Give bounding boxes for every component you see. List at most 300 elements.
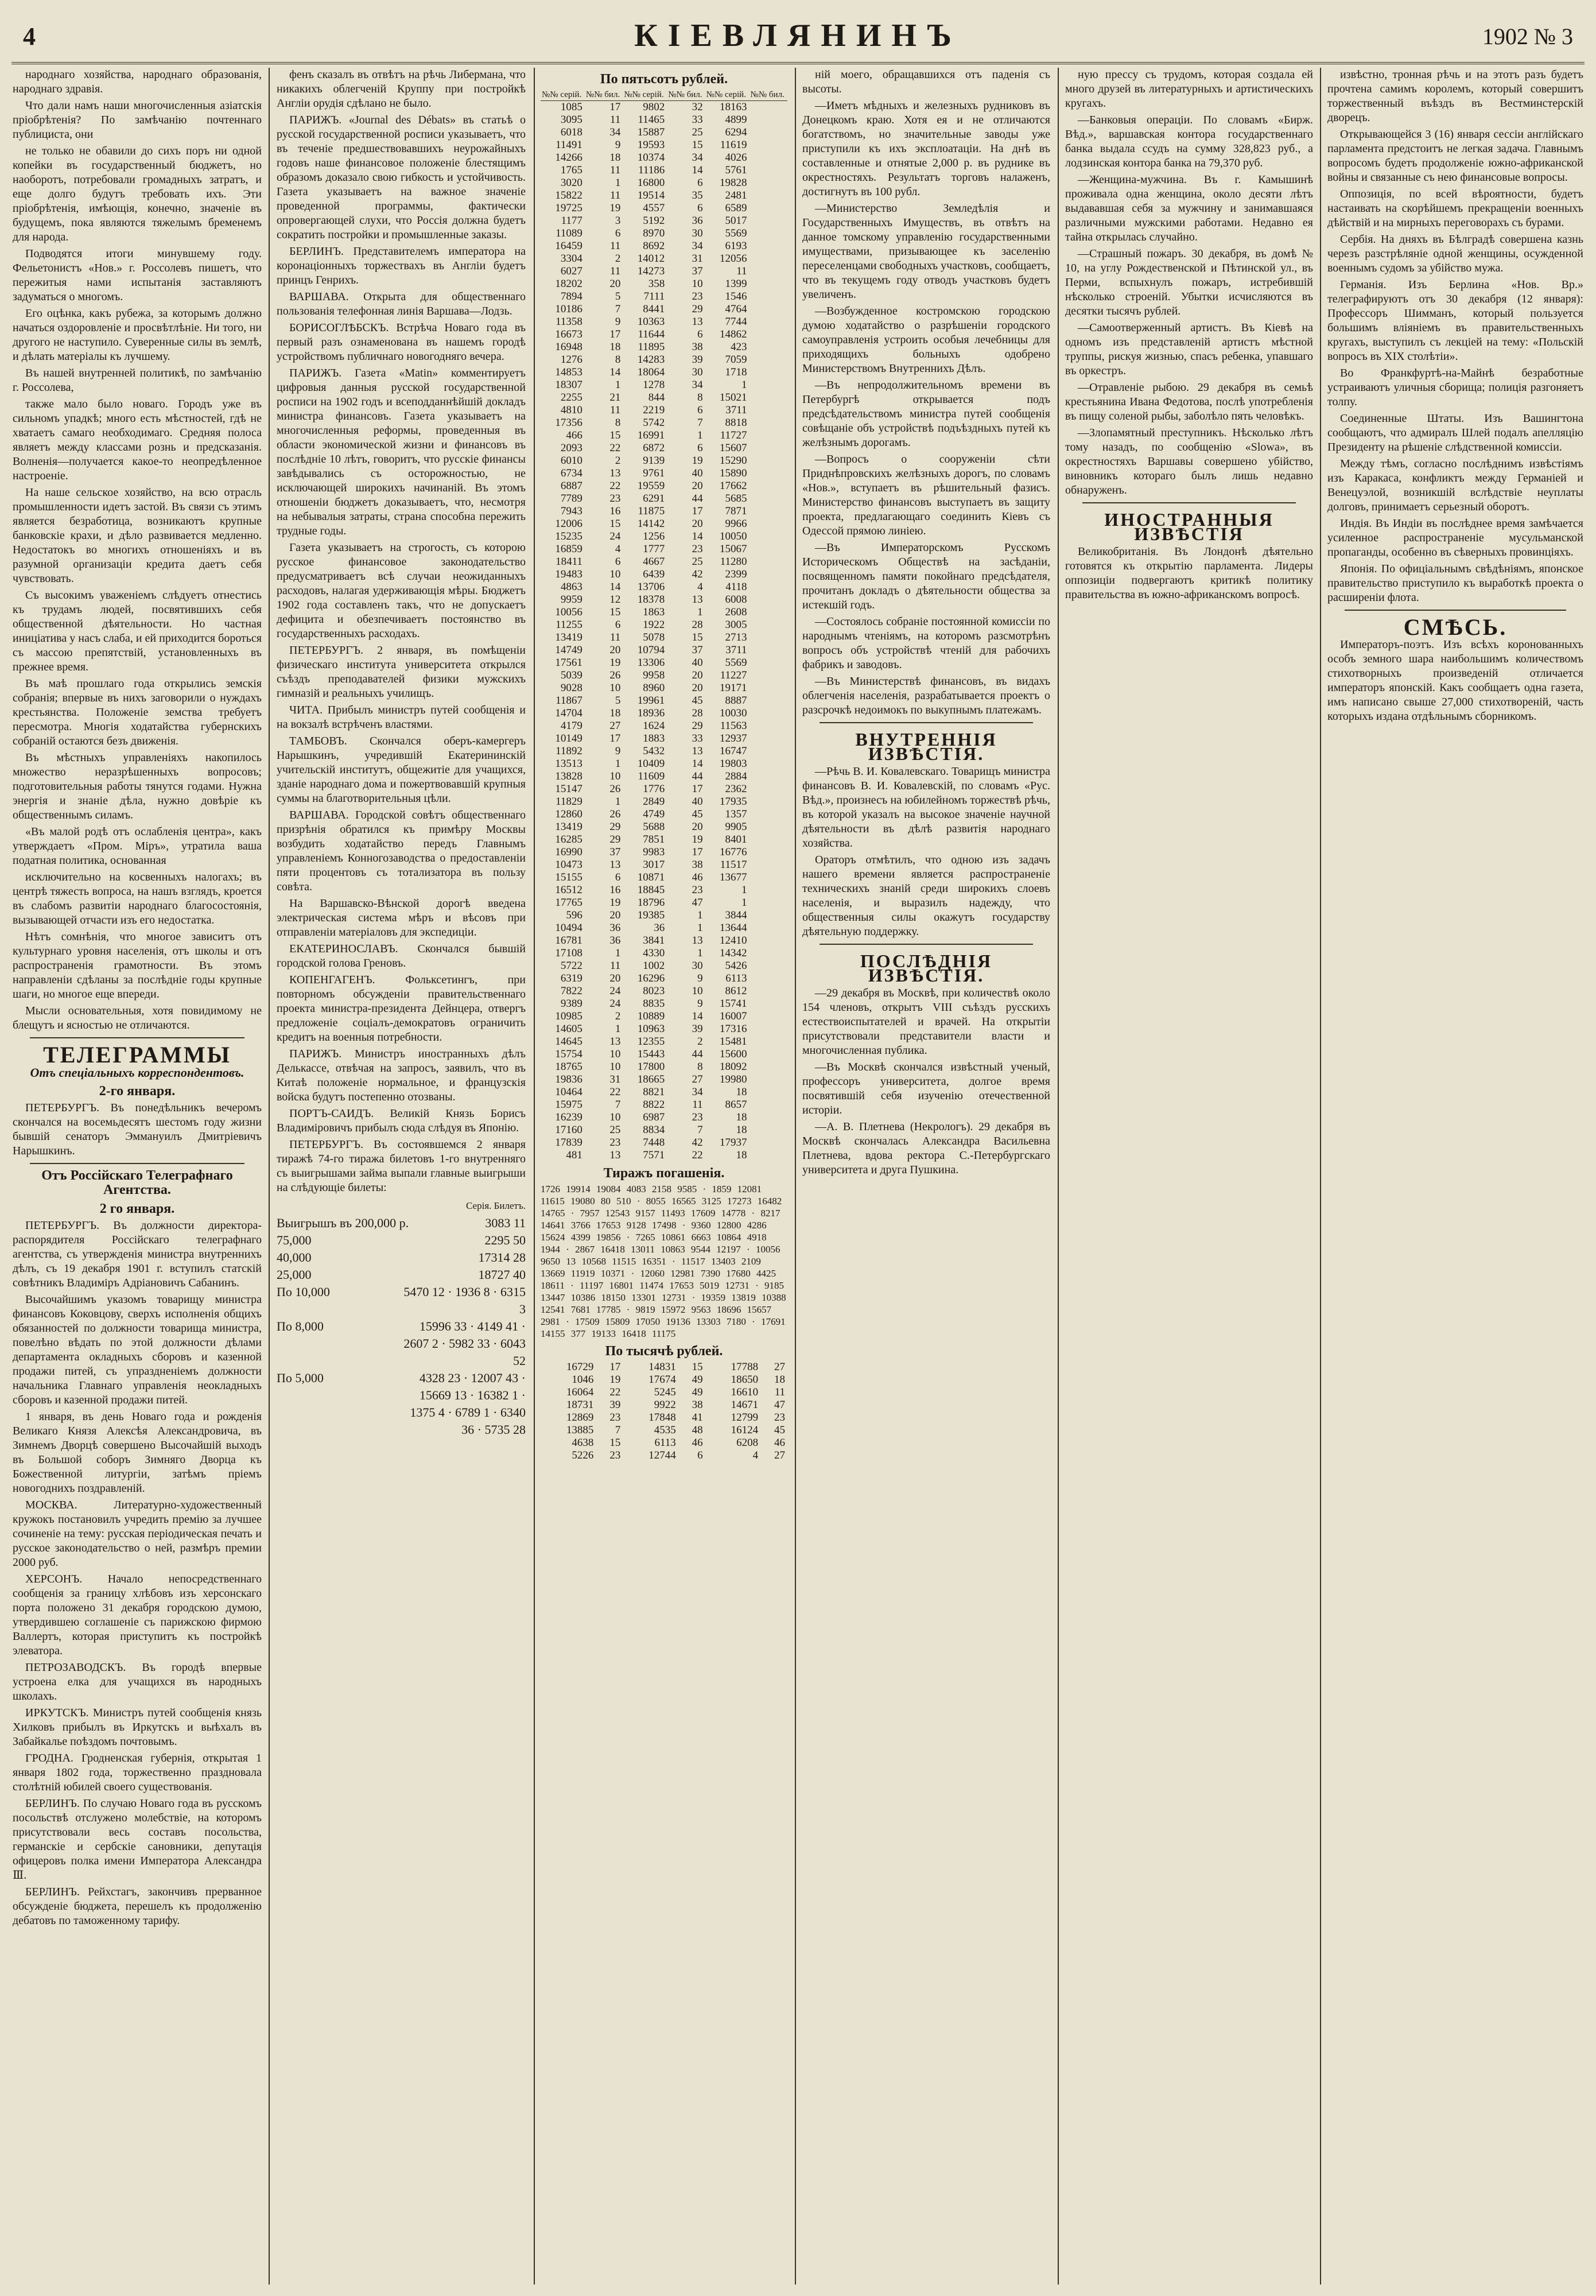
table-cell: 18650	[731, 1374, 759, 1386]
table-cell: 11	[736, 265, 747, 277]
paragraph: Императоръ-поэтъ. Изъ всѣхъ коронованныхъ особъ земного шара наибольшимъ количествомъ стихотворныхъ произведеній отличается императоръ японскій. Какъ сообщаетъ одна газета, имъ написано свыше 27,000 стихотвореній, часть которыхъ издана отдѣльнымъ сборникомъ.	[1327, 638, 1583, 723]
table-cell: 14283	[637, 354, 665, 366]
table-cell: 6113	[725, 972, 747, 984]
table-cell: 13706	[637, 581, 665, 593]
agency-date: 2 го января.	[99, 1201, 175, 1216]
table-cell: 13828	[555, 770, 583, 782]
paragraph: народнаго хозяйства, народнаго образованія, народнаго здравія.	[13, 68, 262, 95]
table-cell: 11867	[556, 695, 583, 707]
prize-amount: 75,000	[277, 1233, 312, 1247]
table-cell: 14142	[637, 518, 665, 530]
table-cell: 15067	[720, 543, 747, 555]
table-cell: 7	[697, 1124, 703, 1136]
table-cell: 19961	[637, 695, 665, 707]
column-1	[13, 68, 262, 2285]
table-cell: 44	[692, 770, 703, 782]
table-cell: 13	[609, 1035, 621, 1048]
table-cell: 15021	[720, 391, 747, 404]
table-cell: 16781	[555, 934, 583, 947]
table-cell: 34	[692, 240, 703, 252]
table-row	[541, 707, 787, 720]
table-cell: 12	[609, 594, 621, 606]
table-cell: 4026	[725, 152, 747, 164]
table-cell: 15	[609, 606, 621, 618]
table-cell: 13419	[555, 821, 583, 833]
table-cell: 5017	[725, 215, 747, 227]
table-cell: 21	[609, 391, 621, 404]
table-cell: 29	[692, 303, 703, 315]
table-row	[541, 152, 787, 164]
table-cell: 1	[697, 606, 703, 618]
telegrams-subtitle: Отъ спеціальныхъ корреспондентовъ.	[30, 1065, 244, 1080]
table-cell: 12006	[555, 518, 583, 530]
table-cell: 6294	[725, 126, 747, 138]
table-cell: 11	[610, 189, 621, 201]
table-cell: 46	[692, 871, 703, 883]
table-cell: 12799	[731, 1411, 759, 1424]
table-cell: 8818	[725, 417, 747, 429]
table-cell: 11875	[638, 505, 665, 517]
paragraph: —Злопамятный преступникъ. Нѣсколько лѣтъ тому назадъ, по сообщенію «Slowa», въ окрестностяхъ Варшавы совершено убійство, виновникъ котораго былъ лишь недавно обнаруженъ.	[1065, 426, 1313, 497]
issue-number: 1902 № 3	[1482, 24, 1573, 49]
table-cell: 15754	[555, 1048, 583, 1060]
news-list	[802, 68, 1050, 718]
telegrams-date: 2-го января.	[99, 1084, 176, 1099]
internal-news	[802, 765, 1050, 939]
table-cell: 10409	[637, 758, 665, 770]
table-cell: 18	[609, 341, 621, 353]
table-cell: 10363	[637, 316, 665, 328]
table-cell: 12937	[720, 732, 747, 744]
paragraph: КОПЕНГАГЕНЪ. Фольксетингъ, при повторномъ обсужденіи правительственнаго проекта министра-президента Дейнцера, отвергъ предложеніе соціалъ-демократовъ ограничить кредитъ на военныя потребности.	[277, 974, 526, 1044]
table-cell: 5226	[572, 1449, 594, 1461]
table-cell: 17935	[720, 796, 747, 808]
table-cell: 11358	[556, 316, 583, 328]
table-row	[541, 518, 787, 530]
table-cell: 3711	[725, 404, 747, 416]
paragraph: Въ нашей внутренней политикѣ, по замѣчанію г. Россолева,	[13, 367, 262, 394]
table-cell: 7871	[725, 505, 747, 517]
paragraph: Оппозиція, по всей вѣроятности, будетъ настаивать на скорѣйшемъ прекращеніи военныхъ дѣйствій и на мирныхъ переговорахъ съ бурами.	[1327, 188, 1583, 229]
table-cell: 6	[615, 871, 621, 883]
column-5	[1065, 68, 1313, 2285]
table-cell: 16064	[566, 1386, 594, 1398]
table-cell: 26	[609, 783, 621, 795]
table-cell: 844	[648, 391, 665, 404]
table-cell: 38	[692, 341, 703, 353]
table-cell: 26	[609, 808, 621, 820]
table-cell: 19836	[555, 1073, 583, 1085]
table-cell: 5569	[725, 227, 747, 239]
table-row	[541, 1124, 787, 1137]
table-cell: 29	[609, 821, 621, 833]
table-row	[541, 303, 787, 316]
table-cell: 14704	[555, 707, 583, 719]
table-cell: 19803	[720, 758, 747, 770]
paragraph: Ораторъ отмѣтилъ, что одною изъ задачъ нашего времени является распространеніе техническихъ знаній среди широкихъ слоевъ населенія, и выразилъ надежду, что общественныя силы окажутъ государству дѣятельную поддержку.	[802, 854, 1050, 938]
paragraph: ній моегo, обращавшихся отъ паденія съ высоты.	[802, 68, 1050, 95]
table-cell: 17	[609, 101, 621, 113]
table-cell: 5569	[725, 657, 747, 669]
table-cell: 3711	[725, 644, 747, 656]
telegram-list	[13, 1219, 262, 1928]
table-cell: 11	[692, 1099, 703, 1111]
table-cell: 18845	[637, 884, 665, 896]
table-row	[541, 177, 787, 189]
table-row	[541, 467, 787, 480]
paragraph: —Въ непродолжительномъ времени въ Петербургѣ открывается подъ предсѣдательствомъ министра путей сообщенія совѣщаніе объ устройствѣ подъѣздныхъ путей къ желѣзнымъ дорогамъ.	[802, 379, 1050, 449]
paragraph: ПЕТЕРБУРГЪ. Въ должности директора-распорядителя Россійскаго телеграфнаго агентства, съ утвержденія министра внутреннихъ дѣлъ, съ 19 декабря 1901 г. вступилъ статскій совѣтникъ Владиміръ Адріановичъ Сабанинъ.	[13, 1219, 262, 1289]
table-cell: 1002	[643, 960, 665, 972]
table-cell: 9905	[725, 821, 747, 833]
table-cell: 13	[609, 1149, 621, 1161]
table-cell: 10473	[555, 859, 583, 871]
paragraph: Газета указываетъ на строгость, съ которою русское финансовое законодательство предусматриваетъ всѣ случаи неожиданныхъ расходовъ, налагая удерживающія мѣры. Бюджетъ 1902 года составленъ такъ, что не допускаетъ дефицита и обезпечиваетъ постоянство въ государственныхъ расходахъ.	[277, 541, 526, 640]
table-cell: 15147	[555, 783, 583, 795]
draw-table	[541, 89, 787, 1162]
table-row	[541, 1449, 787, 1462]
table-cell: 18	[736, 1111, 747, 1123]
column-4	[802, 68, 1050, 2285]
table-row	[541, 391, 787, 404]
table-cell: 1256	[643, 530, 665, 542]
table-row	[541, 1010, 787, 1023]
thousand-table	[541, 1361, 787, 1462]
table-cell: 3844	[725, 909, 747, 921]
telegram-continued	[277, 68, 526, 1195]
table-cell: 17674	[649, 1374, 676, 1386]
table-cell: 17	[609, 732, 621, 744]
paragraph: МОСКВА. Литературно-художественный кружокъ постановилъ учредить премію за лучшее сочиненіе на тему: русская періодическая печать и русское законодательство о ней, размѣръ премии 2000 руб.	[13, 1499, 262, 1569]
table-cell: 10889	[637, 1010, 665, 1022]
table-cell: 17839	[555, 1137, 583, 1149]
table-cell: 4330	[643, 947, 665, 959]
table-cell: 1922	[643, 619, 665, 631]
table-cell: 2608	[725, 606, 747, 618]
paragraph: Мысли основательныя, хотя повидимому не блещутъ и ясностью не отличаются.	[13, 1004, 262, 1031]
table-cell: 11619	[720, 139, 747, 151]
table-cell: 16239	[555, 1111, 583, 1123]
table-cell: 18	[774, 1374, 785, 1386]
table-cell: 15975	[555, 1099, 583, 1111]
table-cell: 4863	[560, 581, 583, 593]
table-row	[541, 657, 787, 669]
table-cell: 16800	[637, 177, 665, 189]
table-row	[541, 594, 787, 606]
table-row	[541, 316, 787, 328]
table-row	[541, 1424, 787, 1437]
table-cell: 15155	[555, 871, 583, 883]
table-cell: 5685	[725, 492, 747, 505]
table-cell: 20	[692, 821, 703, 833]
table-cell: 5	[615, 695, 621, 707]
table-cell: 15	[692, 1361, 703, 1373]
prize-ticket: 15996 33 · 4149 41 · 2607 2 · 5982 33 · 6043 52	[403, 1319, 526, 1368]
table-row	[541, 404, 787, 417]
paragraph: —Банковыя операціи. По словамъ «Бирж. Вѣд.», варшавская контора государственнаго банка выдала ссудъ на сумму 328,823 руб., а лодзинская контора банка на 79,370 руб.	[1065, 114, 1313, 169]
table-cell: 11517	[720, 859, 747, 871]
table-cell: 11895	[638, 341, 665, 353]
table-row	[541, 669, 787, 682]
table-cell: 6	[697, 177, 703, 189]
table-cell: 10149	[555, 732, 583, 744]
table-cell: 1	[697, 429, 703, 441]
table-cell: 17561	[555, 657, 583, 669]
table-cell: 12860	[555, 808, 583, 820]
table-cell: 8023	[643, 985, 665, 997]
table-cell: 17788	[731, 1361, 759, 1373]
table-cell: 48	[692, 1424, 703, 1436]
table-cell: 18378	[637, 594, 665, 606]
table-cell: 10794	[637, 644, 665, 656]
table-cell: 8612	[725, 985, 747, 997]
table-row	[541, 1149, 787, 1162]
table-cell: 1718	[725, 366, 747, 378]
paragraph: Великобританія. Въ Лондонѣ дѣятельно готовятся къ открытію парламента. Лидеры оппозиціи подвергаютъ критикѣ политику правительства въ южно-африканскомъ вопросѣ.	[1065, 545, 1313, 601]
table-cell: 16	[609, 884, 621, 896]
table-row	[541, 833, 787, 846]
table-cell: 20	[609, 909, 621, 921]
table-cell: 17	[692, 783, 703, 795]
table-cell: 12869	[566, 1411, 594, 1424]
table-cell: 6018	[560, 126, 583, 138]
table-cell: 11	[610, 164, 621, 176]
table-header-cell: №№ серій.	[705, 89, 750, 101]
table-cell: 18	[609, 707, 621, 719]
table-cell: 18202	[555, 278, 583, 290]
table-header-cell: №№ серій.	[623, 89, 667, 101]
column-2	[277, 68, 526, 2285]
table-cell: 17160	[555, 1124, 583, 1136]
table-cell: 10374	[637, 152, 665, 164]
table-cell: 7111	[643, 290, 665, 302]
table-cell: 18765	[555, 1061, 583, 1073]
paragraph: ПЕТЕРБУРГЪ. Въ понедѣльникъ вечеромъ скончался на восемьдесятъ шестомъ году жизни бывшій сенаторъ Эммануилъ Дмитріевичъ Нарышкинъ.	[13, 1102, 262, 1157]
table-row	[541, 808, 787, 821]
paragraph: —Министерство Земледѣлія и Государственныхъ Имуществъ, въ отвѣтъ на данное томскому управленію государственными имуществами, призывающее къ заселенію переселенцами свободныхъ участковъ, сообщаетъ, что въ текущемъ году отводъ участковъ будетъ увеличенъ.	[802, 202, 1050, 301]
table-cell: 8887	[725, 695, 747, 707]
section-rule	[1345, 610, 1566, 611]
column-divider	[1320, 68, 1321, 2285]
agency-heading: Отъ Россійскаго Телеграфнаго Агентства.	[41, 1168, 233, 1197]
table-cell: 10	[609, 1061, 621, 1073]
table-cell: 5722	[560, 960, 583, 972]
table-row	[541, 897, 787, 909]
paragraph: Подводятся итоги минувшему году. Фельетонистъ «Нов.» г. Россолевъ пишетъ, что пережитыя нами испытанія заставляютъ задуматься о многомъ.	[13, 247, 262, 303]
table-cell: 4749	[643, 808, 665, 820]
table-cell: 1	[615, 947, 621, 959]
paragraph: Въ мѣстныхъ управленіяхъ накопилось множество неразрѣшенныхъ вопросовъ; подготовительныя работы тянутся годами. Нужна энергія и знаніе дѣла, нужно довѣріе къ общественнымъ силамъ.	[13, 751, 262, 821]
table-cell: 2	[615, 455, 621, 467]
table-cell: 19	[609, 657, 621, 669]
column-divider	[534, 68, 535, 2285]
table-cell: 33	[692, 732, 703, 744]
table-row	[541, 227, 787, 240]
table-cell: 1399	[725, 278, 747, 290]
table-cell: 14	[692, 164, 703, 176]
table-cell: 15235	[555, 530, 583, 542]
table-cell: 6113	[654, 1437, 676, 1449]
table-cell: 10985	[555, 1010, 583, 1022]
prize-ticket: 5470 12 · 1936 8 · 6315 3	[403, 1285, 526, 1316]
paragraph: —Страшный пожаръ. 30 декабря, въ домѣ № 10, на углу Рождественской и Пѣтинской ул., въ Перми, вспыхнулъ пожаръ, истребившій нѣсколько строеній. Убытки исчисляются въ десятки тысячъ рублей.	[1065, 247, 1313, 317]
table-cell: 1	[741, 897, 747, 909]
table-cell: 7	[615, 1099, 621, 1111]
table-cell: 16007	[720, 1010, 747, 1022]
table-cell: 1776	[643, 783, 665, 795]
table-cell: 1883	[643, 732, 665, 744]
table-row	[541, 619, 787, 631]
table-cell: 6	[615, 556, 621, 568]
paragraph: Индія. Въ Индіи въ послѣднее время замѣчается усиленное распространеніе мусульманской пропаганды, особенно въ сѣверныхъ провинціяхъ.	[1327, 517, 1583, 559]
table-cell: 24	[609, 530, 621, 542]
table-row	[541, 366, 787, 379]
paragraph: ПЕТЕРБУРГЪ. Въ состоявшемся 2 января тиражѣ 74-го тиража билетовъ 1-го внутренняго съ выигрышами займа выпали главные выигрыши на слѣдующіе билеты:	[277, 1138, 526, 1194]
table-cell: 13644	[720, 922, 747, 934]
prize-ticket: 2295 50	[484, 1233, 526, 1247]
table-cell: 1278	[643, 379, 665, 391]
section-rule	[30, 1037, 244, 1038]
article-editorial	[13, 68, 262, 1033]
table-cell: 39	[609, 1399, 621, 1411]
news-list	[1065, 68, 1313, 498]
table-cell: 11563	[720, 720, 747, 732]
table-cell: 38	[692, 859, 703, 871]
table-cell: 10	[609, 1048, 621, 1060]
table-cell: 6010	[560, 455, 583, 467]
table-cell: 2	[615, 253, 621, 265]
table-cell: 5432	[643, 745, 665, 757]
column-3	[541, 68, 787, 2285]
paragraph: —Вопросъ о сооруженіи сѣти Приднѣпровскихъ желѣзныхъ дорогъ, по словамъ «Нов.», вступаетъ въ рѣшительный фазисъ. Министерство финансовъ выступаетъ въ защиту проекта, предлагающаго соединить Кіевъ съ Одессой прямою линіею.	[802, 453, 1050, 537]
tirazh-title: Тиражъ погашенія.	[603, 1166, 725, 1181]
paragraph: Сербія. На дняхъ въ Бѣлградѣ совершена казнь черезъ разстрѣляніе одной женщины, осужденной военнымъ судомъ за убійство мужа.	[1327, 233, 1583, 274]
table-cell: 6	[697, 442, 703, 454]
table-cell: 14645	[555, 1035, 583, 1048]
table-cell: 6589	[725, 202, 747, 214]
table-cell: 5761	[725, 164, 747, 176]
table-cell: 15443	[637, 1048, 665, 1060]
table-cell: 7744	[725, 316, 747, 328]
table-cell: 20	[609, 278, 621, 290]
table-cell: 17	[609, 1361, 621, 1373]
table-cell: 6439	[643, 568, 665, 580]
table-row	[541, 290, 787, 303]
table-cell: 27	[692, 1073, 703, 1085]
table-row	[541, 871, 787, 884]
table-cell: 10963	[637, 1023, 665, 1035]
prize-list-header: Серія. Билетъ.	[466, 1200, 526, 1211]
table-cell: 6	[697, 328, 703, 340]
table-cell: 18	[736, 1086, 747, 1098]
table-cell: 14671	[731, 1399, 759, 1411]
table-cell: 2884	[725, 770, 747, 782]
table-cell: 6	[697, 202, 703, 214]
table-cell: 14266	[555, 152, 583, 164]
table-cell: 15	[609, 429, 621, 441]
table-cell: 4667	[643, 556, 665, 568]
table-cell: 10494	[555, 922, 583, 934]
paragraph: ПЕТРОЗАВОДСКЪ. Въ городѣ впервые устроена елка для учащихся въ народныхъ школахъ.	[13, 1661, 262, 1702]
table-cell: 29	[692, 720, 703, 732]
table-cell: 34	[609, 126, 621, 138]
paragraph: ПАРИЖЪ. Газета «Matin» комментируетъ цифровыя данныя русской государственной росписи на 1902 годъ и всеподданнѣйшій докладъ министра финансовъ. Газета указываетъ на многочисленныя реформы, проведенныя въ области экономической жизни и финансовъ въ послѣдніе 10 лѣтъ, говоритъ, что русскіе финансы завѣдывались съ осторожностью, не исключающей широкихъ начинаній. Въ этомъ отношеніи бюджетъ доказываетъ, что, несмотря на небывалыя затраты, страна способна пережить трудные годы.	[277, 367, 526, 537]
paragraph: Германія. Изъ Берлина «Нов. Вр.» телеграфируютъ отъ 30 декабря (12 января): Профессоръ Шимманъ, который пользуется большимъ вліяніемъ въ правительственныхъ кругахъ, выступилъ съ лекціей на тему: «Польскій вопросъ въ XIX столѣтіи».	[1327, 278, 1583, 363]
table-cell: 1	[615, 1023, 621, 1035]
table-cell: 1777	[643, 543, 665, 555]
table-cell: 18163	[720, 101, 747, 113]
table-cell: 4557	[643, 202, 665, 214]
table-cell: 25	[609, 1124, 621, 1136]
paragraph: исключительно на косвенныхъ налогахъ; въ центрѣ тяжесть вопроса, на нашъ взглядъ, кроется въ слабомъ развитіи народнаго благосостоянія, вызывающей отчасти изъ его недостатка.	[13, 871, 262, 926]
prize-ticket: 18727 40	[478, 1267, 526, 1282]
paragraph: ЧИТА. Прибылъ министръ путей сообщенія и на вокзалѣ встрѣченъ властями.	[277, 704, 526, 731]
paragraph: ПЕТЕРБУРГЪ. 2 января, въ помѣщеніи физическаго института университета открылся съѣздъ преподавателей физики мужскихъ гимназій и реальныхъ училищъ.	[277, 644, 526, 700]
table-cell: 19514	[637, 189, 665, 201]
page-header	[11, 16, 1585, 62]
table-cell: 1177	[561, 215, 583, 227]
table-cell: 2219	[643, 404, 665, 416]
table-cell: 10	[609, 682, 621, 694]
table-cell: 16991	[637, 429, 665, 441]
table-cell: 10	[609, 1111, 621, 1123]
foreign-news-heading: ИНОСТРАННЫЯ ИЗВѢСТІЯ	[1104, 509, 1274, 544]
table-cell: 18796	[637, 897, 665, 909]
table-row	[541, 455, 787, 467]
paragraph: ПАРИЖЪ. Министръ иностранныхъ дѣлъ Делькассе, отвѣчая на запросъ, заявилъ, что въ Китаѣ положеніе нормальное, и французскія войска будутъ постепенно отозваны.	[277, 1048, 526, 1103]
table-row	[541, 985, 787, 998]
table-cell: 12410	[720, 934, 747, 947]
table-cell: 47	[774, 1399, 785, 1411]
table-row	[541, 114, 787, 126]
page-number: 4	[23, 22, 36, 51]
table-cell: 20	[609, 644, 621, 656]
table-cell: 1546	[725, 290, 747, 302]
table-cell: 2849	[643, 796, 665, 808]
table-cell: 13	[692, 745, 703, 757]
prize-row	[277, 1370, 526, 1438]
paragraph: БОРИСОГЛѢБСКЪ. Встрѣча Новаго года въ первый разъ ознаменована въ нашемъ городѣ устройствомъ публичнаго новогодняго вечера.	[277, 321, 526, 363]
paragraph: Его оцѣнка, какъ рубежа, за которымъ должно начаться оздоровленіе и просвѣтлѣніе. Ни того, ни другого не наступило. Суверенные силы въ землѣ, и дѣлать матеріалы къ лучшему.	[13, 307, 262, 363]
masthead-title: КІЕВЛЯНИНЪ	[634, 18, 962, 53]
table-cell: 8	[697, 391, 703, 404]
table-cell: 3304	[560, 253, 583, 265]
table-row	[541, 1411, 787, 1424]
table-cell: 18307	[555, 379, 583, 391]
table-cell: 13	[692, 316, 703, 328]
table-cell: 15600	[720, 1048, 747, 1060]
table-cell: 44	[692, 492, 703, 505]
table-cell: 40	[692, 796, 703, 808]
table-cell: 466	[566, 429, 583, 441]
paragraph: Соединенные Штаты. Изъ Вашингтона сообщаютъ, что адмиралъ Шлей подалъ апелляцію Президенту на рѣшеніе слѣдственной комиссіи.	[1327, 412, 1583, 453]
table-cell: 20	[692, 480, 703, 492]
table-row	[541, 1086, 787, 1099]
table-cell: 1	[697, 947, 703, 959]
table-cell: 19385	[637, 909, 665, 921]
table-row	[541, 972, 787, 985]
table-cell: 3841	[643, 934, 665, 947]
table-cell: 15	[692, 139, 703, 151]
table-cell: 3005	[725, 619, 747, 631]
table-cell: 16610	[731, 1386, 759, 1398]
table-cell: 13885	[566, 1424, 594, 1436]
table-row	[541, 429, 787, 442]
table-cell: 23	[692, 290, 703, 302]
paragraph: —Рѣчь В. И. Ковалевскаго. Товарищъ министра финансовъ В. И. Ковалевскій, по словамъ «Рус. Вѣд.», произнесъ на юбилейномъ торжествѣ рѣчь, въ которой указалъ на высокое значеніе научной дѣятельности въ дѣлѣ развитія народнаго хозяйства.	[802, 765, 1050, 850]
table-cell: 10050	[720, 530, 747, 542]
table-cell: 23	[692, 884, 703, 896]
